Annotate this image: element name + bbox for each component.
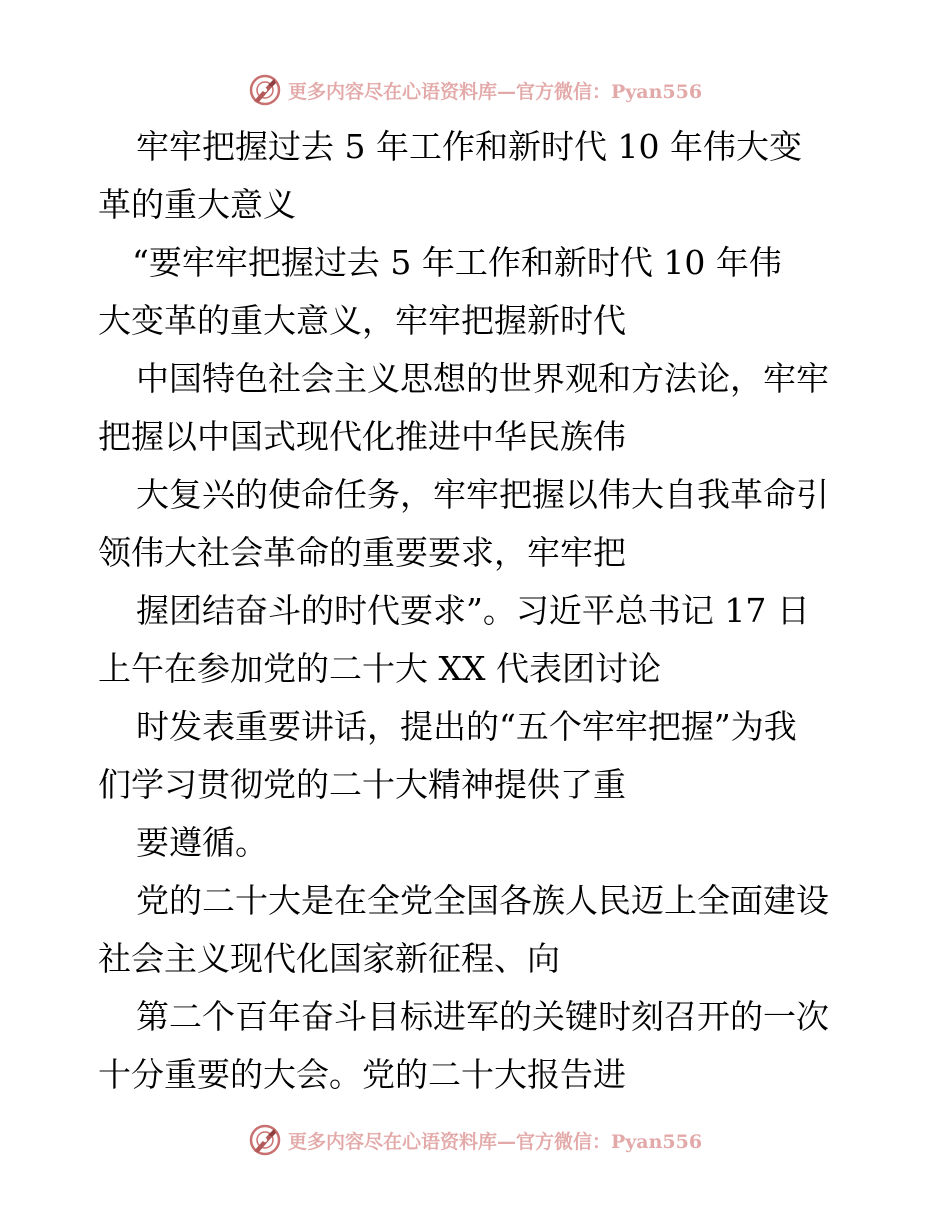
text-line: 上午在参加党的二十大 XX 代表团讨论 [98, 649, 661, 688]
pen-nib-seal-icon [248, 73, 282, 107]
text-line: 社会主义现代化国家新征程、向 [98, 939, 560, 978]
watermark-text: 更多内容尽在心语资料库—官方微信：Pyan556 [287, 80, 703, 103]
text-line: 大变革的重大意义，牢牢把握新时代 [98, 301, 626, 340]
footer-watermark [0, 1122, 950, 1158]
text-line: 党的二十大是在全党全国各族人民迈上全面建设 [136, 881, 829, 920]
text-line: 握团结奋斗的时代要求”。习近平总书记 17 日 [136, 591, 810, 630]
header-watermark [0, 72, 950, 108]
text-line: 第二个百年奋斗目标进军的关键时刻召开的一次 [136, 997, 829, 1036]
text-line: 时发表重要讲话，提出的“五个牢牢把握”为我 [136, 707, 797, 746]
text-line: 大复兴的使命任务，牢牢把握以伟大自我革命引 [136, 475, 829, 514]
text-line: 把握以中国式现代化推进中华民族伟 [98, 417, 626, 456]
text-line: 十分重要的大会。党的二十大报告进 [98, 1055, 626, 1094]
text-line: 牢牢把握过去 5 年工作和新时代 10 年伟大变 [136, 127, 802, 166]
watermark-text: 更多内容尽在心语资料库—官方微信：Pyan556 [287, 1130, 703, 1153]
text-line: 中国特色社会主义思想的世界观和方法论，牢牢 [136, 359, 829, 398]
text-line: 领伟大社会革命的重要要求，牢牢把 [98, 533, 626, 572]
text-line: 们学习贯彻党的二十大精神提供了重 [98, 765, 626, 804]
text-line: 革的重大意义 [98, 185, 296, 224]
document-body [98, 118, 868, 1104]
text-line: “要牢牢把握过去 5 年工作和新时代 10 年伟 [132, 243, 782, 282]
pen-nib-seal-icon [248, 1123, 282, 1157]
text-line: 要遵循。 [136, 823, 268, 862]
